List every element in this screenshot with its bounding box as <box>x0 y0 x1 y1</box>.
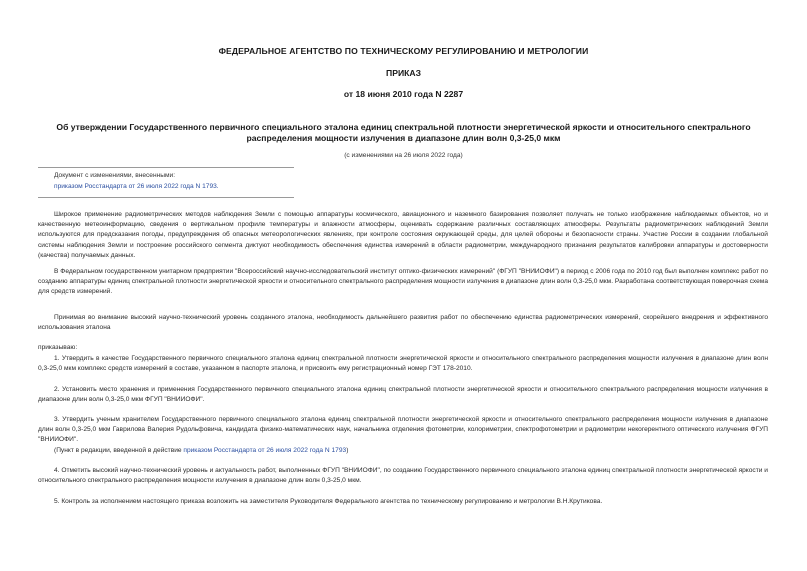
paragraph-background: В Федеральном государственном унитарном предприятии "Всероссийский научно-исследовательский институт оптико-физических измерений" (ФГУП "ВНИИОФИ") в период с 2006 года по 2010 год был выполнен комплекс работ по созданию аппаратуры единиц спектральной плотности энергетической яркости и относительного спектрального распределения мощности излучения в диапазоне длин волн 0,3-25,0 мкм. Разработана соответствующая поверочная схема для средств измерений. <box>38 268 768 296</box>
amendment-note: (с изменениями на 26 июля 2022 года) <box>344 152 463 159</box>
order-item-4: 4. Отметить высокий научно-технический уровень и актуальность работ, выполненных ФГУП "ВНИИОФИ", по созданию Государственного первичного специального эталона единиц спектральной плотности энергетической яркости и относительного спектрального распределения мощности излучения в диапазоне длин волн 0,3-25,0 мкм. <box>38 467 768 485</box>
order-item-1: 1. Утвердить в качестве Государственного первичного специального эталона единиц спектральной плотности энергетической яркости и относительного спектрального распределения мощности излучения в диапазоне длин волн 0,3-25,0 мкм комплекс средств измерений в составе, указанном в паспорте эталона, и присвоить ему регистрационный номер ГЭТ 178-2010. <box>38 355 768 373</box>
order-item-3: 3. Утвердить ученым хранителем Государственного первичного специального эталона единиц спектральной плотности энергетической яркости и относительного спектрального распределения мощности излучения в диапазоне длин волн 0,3-25,0 мкм Гаврилова Валерия Рудольфовича, кандидата физико-математических наук, начальника отделения фотометрии, колориметрии, спектрофотометрии и радиометрии некогерентного оптического излучения ФГУП "ВНИИОФИ". <box>38 416 768 444</box>
document-date-number: от 18 июня 2010 года N 2287 <box>343 89 464 99</box>
amendment-link[interactable]: приказом Росстандарта от 26 июля 2022 года N 1793. <box>54 183 219 190</box>
agency-heading: ФЕДЕРАЛЬНОЕ АГЕНТСТВО ПО ТЕХНИЧЕСКОМУ РЕГУЛИРОВАНИЮ И МЕТРОЛОГИИ <box>218 46 589 56</box>
divider-bottom <box>38 197 294 198</box>
divider-top <box>38 167 294 168</box>
order-item-2: 2. Установить место хранения и применения Государственного первичного специального эталона единиц спектральной плотности энергетической яркости и относительного спектрального распределения мощности излучения в диапазоне длин волн 0,3-25,0 мкм ФГУП "ВНИИОФИ". <box>38 386 768 404</box>
paragraph-rationale: Принимая во внимание высокий научно-технический уровень созданного эталона, необходимость дальнейшего развития работ по обеспечению единства радиометрических измерений, скорейшего внедрения и эффективного использования эталона <box>38 314 768 332</box>
amendment-link-inline[interactable]: приказом Росстандарта от 26 июля 2022 года N 1793 <box>183 447 347 454</box>
order-item-3-note: (Пункт в редакции, введенной в действие приказом Росстандарта от 26 июля 2022 года N 1793) <box>54 447 349 454</box>
amendments-label: Документ с изменениями, внесенными: <box>54 172 176 179</box>
document-title: Об утверждении Государственного первичного специального эталона единиц спектральной плотности энергетической яркости и относительного спектрального распределения мощности излучения в диапазоне длин волн 0,3-25,0 мкм <box>56 122 751 143</box>
paragraph-order: приказываю: <box>38 344 78 351</box>
order-item-5: 5. Контроль за исполнением настоящего приказа возложить на заместителя Руководителя Федерального агентства по техническому регулированию и метрологии В.Н.Крутикова. <box>54 498 603 505</box>
paragraph-intro: Широкое применение радиометрических методов наблюдения Земли с помощью аппаратуры космического, авиационного и наземного базирования позволяет получать не только изображение наблюдаемых объектов, но и качественную метеоинформацию, сведения о вертикальном профиле температуры и влажности атмосферы, оценивать содержание различных составляющих атмосферы. Результаты радиометрических наблюдений Земли используются для предсказания погоды, предупреждения об опасных метеорологических явлениях, при контроле состояния окружающей среды, для целей обороны и безопасности страны. Участие России в создании глобальной системы наблюдения Земли и построение российского сегмента диктуют необходимость обеспечения единства измерений в области радиометрии, международного признания результатов калибровки аппаратуры и достоверности (качества) получаемых данных. <box>38 211 768 259</box>
document-type: ПРИКАЗ <box>386 68 421 78</box>
